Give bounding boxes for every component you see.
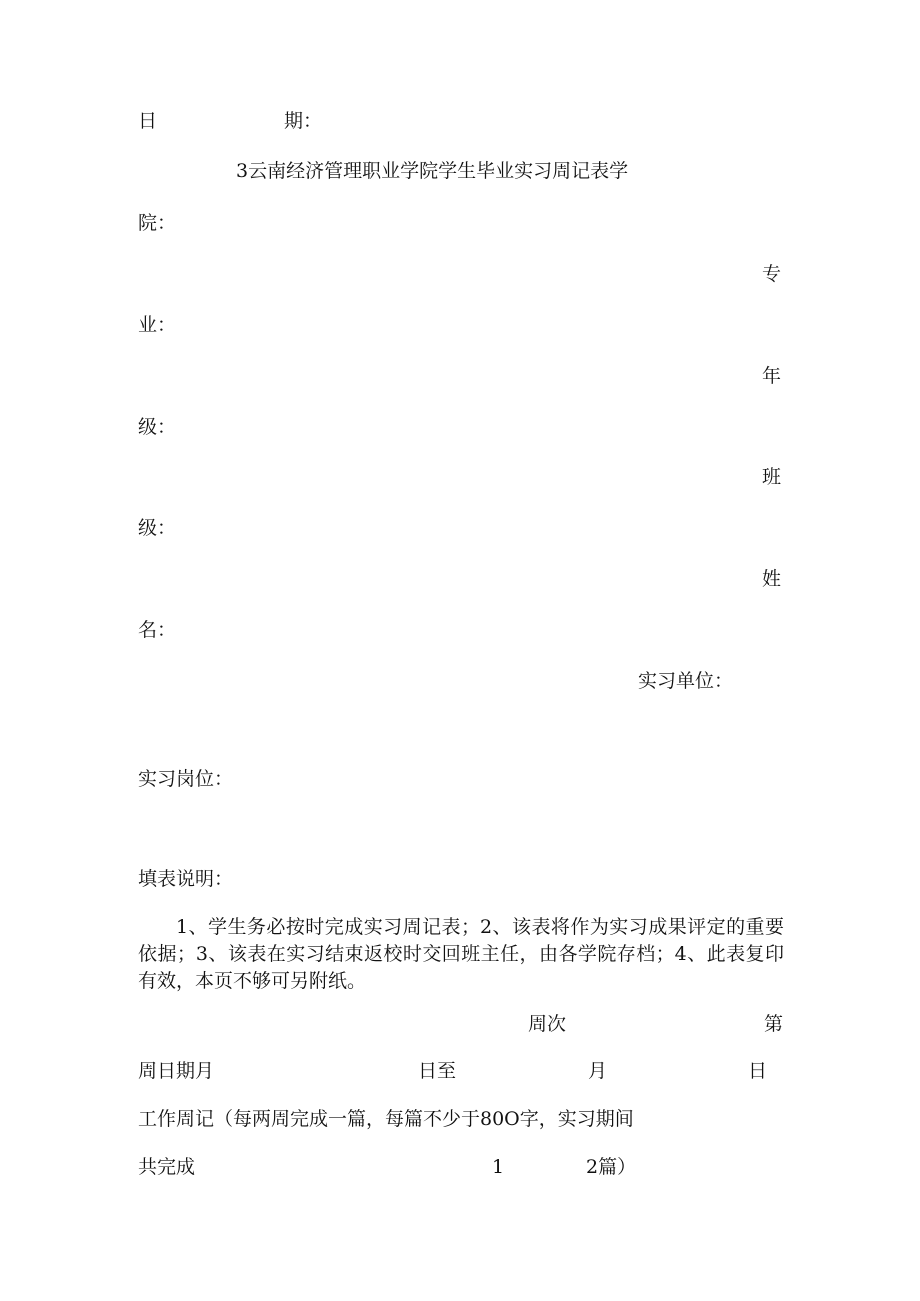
day-label: 日 — [748, 1060, 768, 1082]
class-label-bottom: 级： — [138, 517, 177, 539]
internship-unit-label: 实习单位： — [638, 670, 734, 692]
date-char-1: 日 — [138, 110, 158, 132]
grade-label-top: 年 — [762, 365, 782, 387]
class-label-top: 班 — [762, 466, 782, 488]
week-di-label: 第 — [764, 1013, 784, 1035]
major-label-bottom: 业： — [138, 314, 177, 336]
grade-label-bottom: 级： — [138, 416, 177, 438]
document-title: 3云南经济管理职业学院学生毕业实习周记表学 — [236, 160, 629, 182]
journal-line-2-prefix: 共完成 — [138, 1156, 196, 1178]
internship-post-label: 实习岗位： — [138, 768, 234, 790]
journal-count-a: 1 — [492, 1156, 505, 1178]
week-label: 周次 — [528, 1013, 567, 1035]
name-label-top: 姓 — [762, 568, 782, 590]
major-label-top: 专 — [762, 263, 782, 285]
week-date-label: 周日期月 — [138, 1060, 215, 1082]
month-label: 月 — [588, 1060, 608, 1082]
date-char-2: 期： — [284, 110, 323, 132]
instructions-body: 1、学生务必按时完成实习周记表；2、该表将作为实习成果评定的重要依据；3、该表在实习结束返校时交回班主任，由各学院存档；4、此表复印有效，本页不够可另附纸。 — [138, 916, 784, 992]
journal-count-b: 2篇） — [586, 1156, 637, 1178]
instructions-heading: 填表说明： — [138, 868, 234, 890]
name-label-bottom: 名： — [138, 619, 177, 641]
college-label: 院： — [138, 212, 177, 234]
day-to-label: 日至 — [418, 1060, 457, 1082]
journal-line-1: 工作周记（每两周完成一篇，每篇不少于80O字，实习期间 — [138, 1108, 634, 1130]
